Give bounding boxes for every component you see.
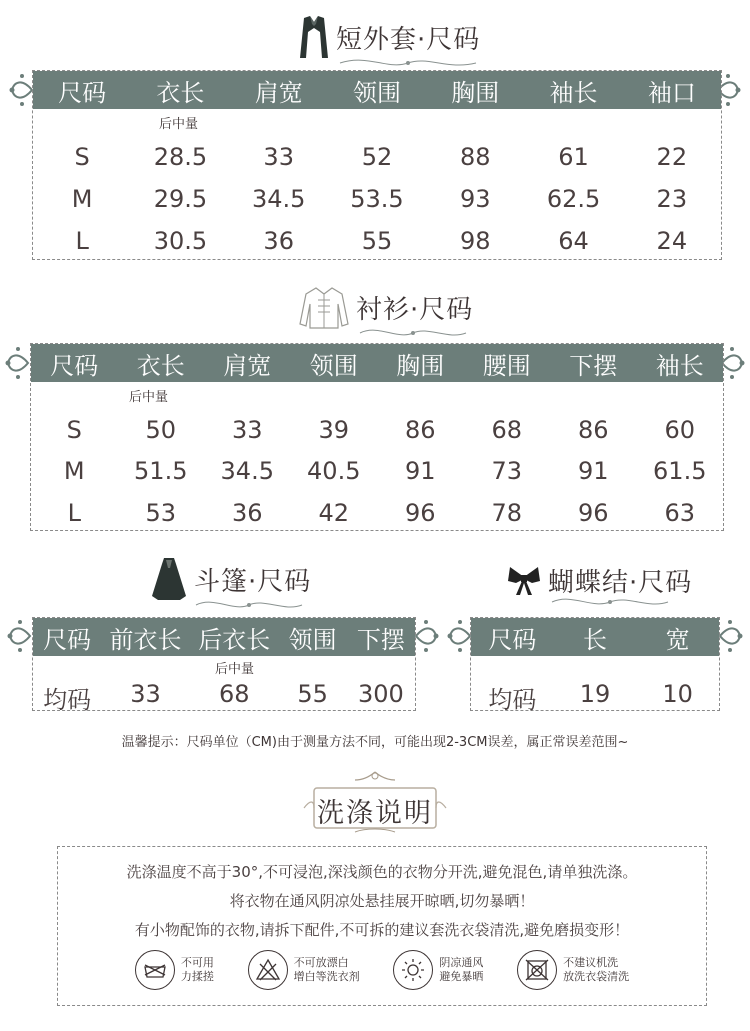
table-row <box>33 680 415 715</box>
table-cell: 68 <box>218 680 250 708</box>
table-cell: S <box>66 416 82 444</box>
wash-title: 洗涤说明 <box>317 798 433 829</box>
header-cell: 领围 <box>309 351 358 380</box>
care-label: 避免暴晒 <box>439 970 484 983</box>
header-cell: 胸围 <box>451 78 500 107</box>
table-row <box>31 499 723 527</box>
shirt-title-text: 衬衫·尺码 <box>356 294 474 325</box>
cape-title-text: 斗篷·尺码 <box>194 566 312 597</box>
header-cell: 宽 <box>665 625 690 654</box>
ornament-icon <box>550 595 670 609</box>
table-cell: L <box>75 227 89 255</box>
header-cell: 长 <box>583 625 607 654</box>
header-cell: 腰围 <box>482 351 531 380</box>
table-cell: 63 <box>664 499 696 527</box>
table-cell: 61.5 <box>653 457 707 485</box>
table-cell: 64 <box>558 227 589 255</box>
cape-title <box>150 556 311 602</box>
table-cell: 40.5 <box>307 457 361 485</box>
cape-icon <box>150 556 188 602</box>
care-label: 不可用 <box>180 956 214 969</box>
flourish-left-icon <box>446 616 472 656</box>
table-cell: 30.5 <box>153 227 208 255</box>
jacket-title-text: 短外套·尺码 <box>336 24 481 55</box>
header-cell: 衣长 <box>156 78 205 107</box>
flourish-right-icon <box>718 616 744 656</box>
header-cell: 后衣长 <box>198 625 271 654</box>
shirt-length-note: 后中量 <box>129 390 169 405</box>
flourish-left-icon <box>6 616 32 656</box>
care-label: 阴凉通风 <box>439 956 484 969</box>
table-cell: S <box>74 143 90 171</box>
table-cell: 86 <box>577 416 609 444</box>
table-cell: 10 <box>662 680 693 708</box>
table-cell: 33 <box>231 416 263 444</box>
flourish-left-icon <box>8 70 34 110</box>
flourish-left-icon <box>4 343 30 383</box>
table-cell: 51.5 <box>134 457 188 485</box>
cape-length-note: 后中量 <box>215 662 255 677</box>
table-cell: 23 <box>656 185 688 213</box>
table-row <box>31 457 723 485</box>
ornament-icon <box>358 326 468 340</box>
table-cell: 68 <box>491 416 523 444</box>
table-cell: 96 <box>577 499 609 527</box>
care-label: 不可放漂白 <box>293 956 349 969</box>
care-label: 力揉搓 <box>180 970 214 983</box>
cape-size-table <box>32 617 416 714</box>
table-row <box>33 185 721 213</box>
bow-title-text: 蝴蝶结·尺码 <box>548 568 693 598</box>
table-row <box>33 227 721 255</box>
care-item <box>517 950 629 990</box>
table-cell: M <box>71 185 93 213</box>
bow-title <box>506 562 692 599</box>
shirt-title <box>298 284 473 330</box>
shirt-icon <box>298 284 350 330</box>
jacket-table-header <box>33 71 721 109</box>
jacket-length-note: 后中量 <box>159 117 199 132</box>
bow-icon <box>506 565 542 597</box>
ornament-icon <box>338 56 478 70</box>
jacket-title <box>298 14 480 60</box>
wash-line: 将衣物在通风阴凉处悬挂展开晾晒,切勿暴晒！ <box>229 892 535 910</box>
table-cell: 33 <box>130 680 161 708</box>
care-label: 增白等洗衣剂 <box>293 970 360 983</box>
table-cell: 36 <box>263 227 294 255</box>
table-cell: 88 <box>459 143 491 171</box>
table-cell: 55 <box>297 680 328 708</box>
table-cell: 42 <box>318 499 350 527</box>
table-cell: 34.5 <box>251 185 306 213</box>
table-cell: 98 <box>459 227 491 255</box>
table-cell: 96 <box>404 499 436 527</box>
jacket-icon <box>298 14 330 60</box>
no-bleach-icon <box>248 950 288 990</box>
table-cell: 50 <box>145 416 177 444</box>
table-cell: 61 <box>558 143 589 171</box>
shirt-size-table <box>30 343 724 531</box>
table-row <box>471 680 719 715</box>
no-wring-icon <box>135 950 175 990</box>
header-cell: 尺码 <box>50 351 99 380</box>
flourish-right-icon <box>414 616 440 656</box>
table-row <box>33 143 721 171</box>
header-cell: 袖长 <box>549 78 598 107</box>
table-cell: 均码 <box>488 686 537 714</box>
table-cell: 300 <box>357 680 404 708</box>
care-label: 放洗衣袋清洗 <box>563 970 630 983</box>
table-cell: 73 <box>491 457 523 485</box>
table-cell: 28.5 <box>153 143 208 171</box>
header-cell: 尺码 <box>488 625 537 654</box>
table-cell: L <box>67 499 81 527</box>
table-cell: 78 <box>491 499 523 527</box>
table-cell: 36 <box>231 499 263 527</box>
header-cell: 前衣长 <box>109 625 182 654</box>
header-cell: 下摆 <box>569 351 618 380</box>
care-item <box>393 950 483 990</box>
header-cell: 胸围 <box>396 351 445 380</box>
shade-dry-icon <box>393 950 433 990</box>
no-machine-wash-icon <box>517 950 557 990</box>
header-cell: 下摆 <box>356 625 405 654</box>
care-label: 不建议机洗 <box>563 956 619 969</box>
table-cell: 62.5 <box>546 185 601 213</box>
table-cell: 55 <box>361 227 393 255</box>
table-cell: 22 <box>656 143 688 171</box>
shirt-table-header <box>31 344 723 382</box>
table-cell: 39 <box>318 416 350 444</box>
table-cell: 均码 <box>43 686 92 714</box>
table-cell: 19 <box>579 680 611 708</box>
wash-line: 有小物配饰的衣物,请拆下配件,不可拆的建议套洗衣袋清洗,避免磨损变形！ <box>134 921 630 939</box>
jacket-size-table <box>32 70 722 260</box>
header-cell: 肩宽 <box>223 351 272 380</box>
table-cell: 60 <box>664 416 696 444</box>
table-row <box>31 416 723 444</box>
table-cell: 24 <box>656 227 688 255</box>
table-cell: 91 <box>404 457 436 485</box>
header-cell: 袖长 <box>655 351 704 380</box>
table-cell: M <box>63 457 85 485</box>
table-cell: 86 <box>404 416 436 444</box>
wash-line: 洗涤温度不高于30°,不可浸泡,深浅颜色的衣物分开洗,避免混色,请单独洗涤。 <box>126 863 638 881</box>
header-cell: 衣长 <box>136 351 185 380</box>
care-item <box>248 950 360 990</box>
header-cell: 袖口 <box>647 78 696 107</box>
table-cell: 33 <box>263 143 294 171</box>
table-cell: 34.5 <box>220 457 274 485</box>
bow-size-table <box>470 617 720 714</box>
header-cell: 尺码 <box>43 625 92 654</box>
care-item <box>135 950 214 990</box>
wash-instructions-box <box>57 846 707 1006</box>
header-cell: 尺码 <box>58 78 107 107</box>
table-cell: 53 <box>145 499 177 527</box>
ornament-icon <box>194 598 304 612</box>
header-cell: 肩宽 <box>254 78 303 107</box>
table-cell: 29.5 <box>153 185 208 213</box>
header-cell: 领围 <box>352 78 401 107</box>
care-icons <box>58 950 706 990</box>
measurement-tip: 温馨提示：尺码单位（CM)由于测量方法不同，可能出现2-3CM误差，属正常误差范围~ <box>121 735 629 750</box>
table-cell: 91 <box>577 457 609 485</box>
header-cell: 领围 <box>288 625 337 654</box>
table-cell: 53.5 <box>350 185 404 213</box>
bow-table-header <box>471 618 719 656</box>
table-cell: 93 <box>459 185 491 213</box>
table-cell: 52 <box>361 143 393 171</box>
cape-table-header <box>33 618 415 656</box>
